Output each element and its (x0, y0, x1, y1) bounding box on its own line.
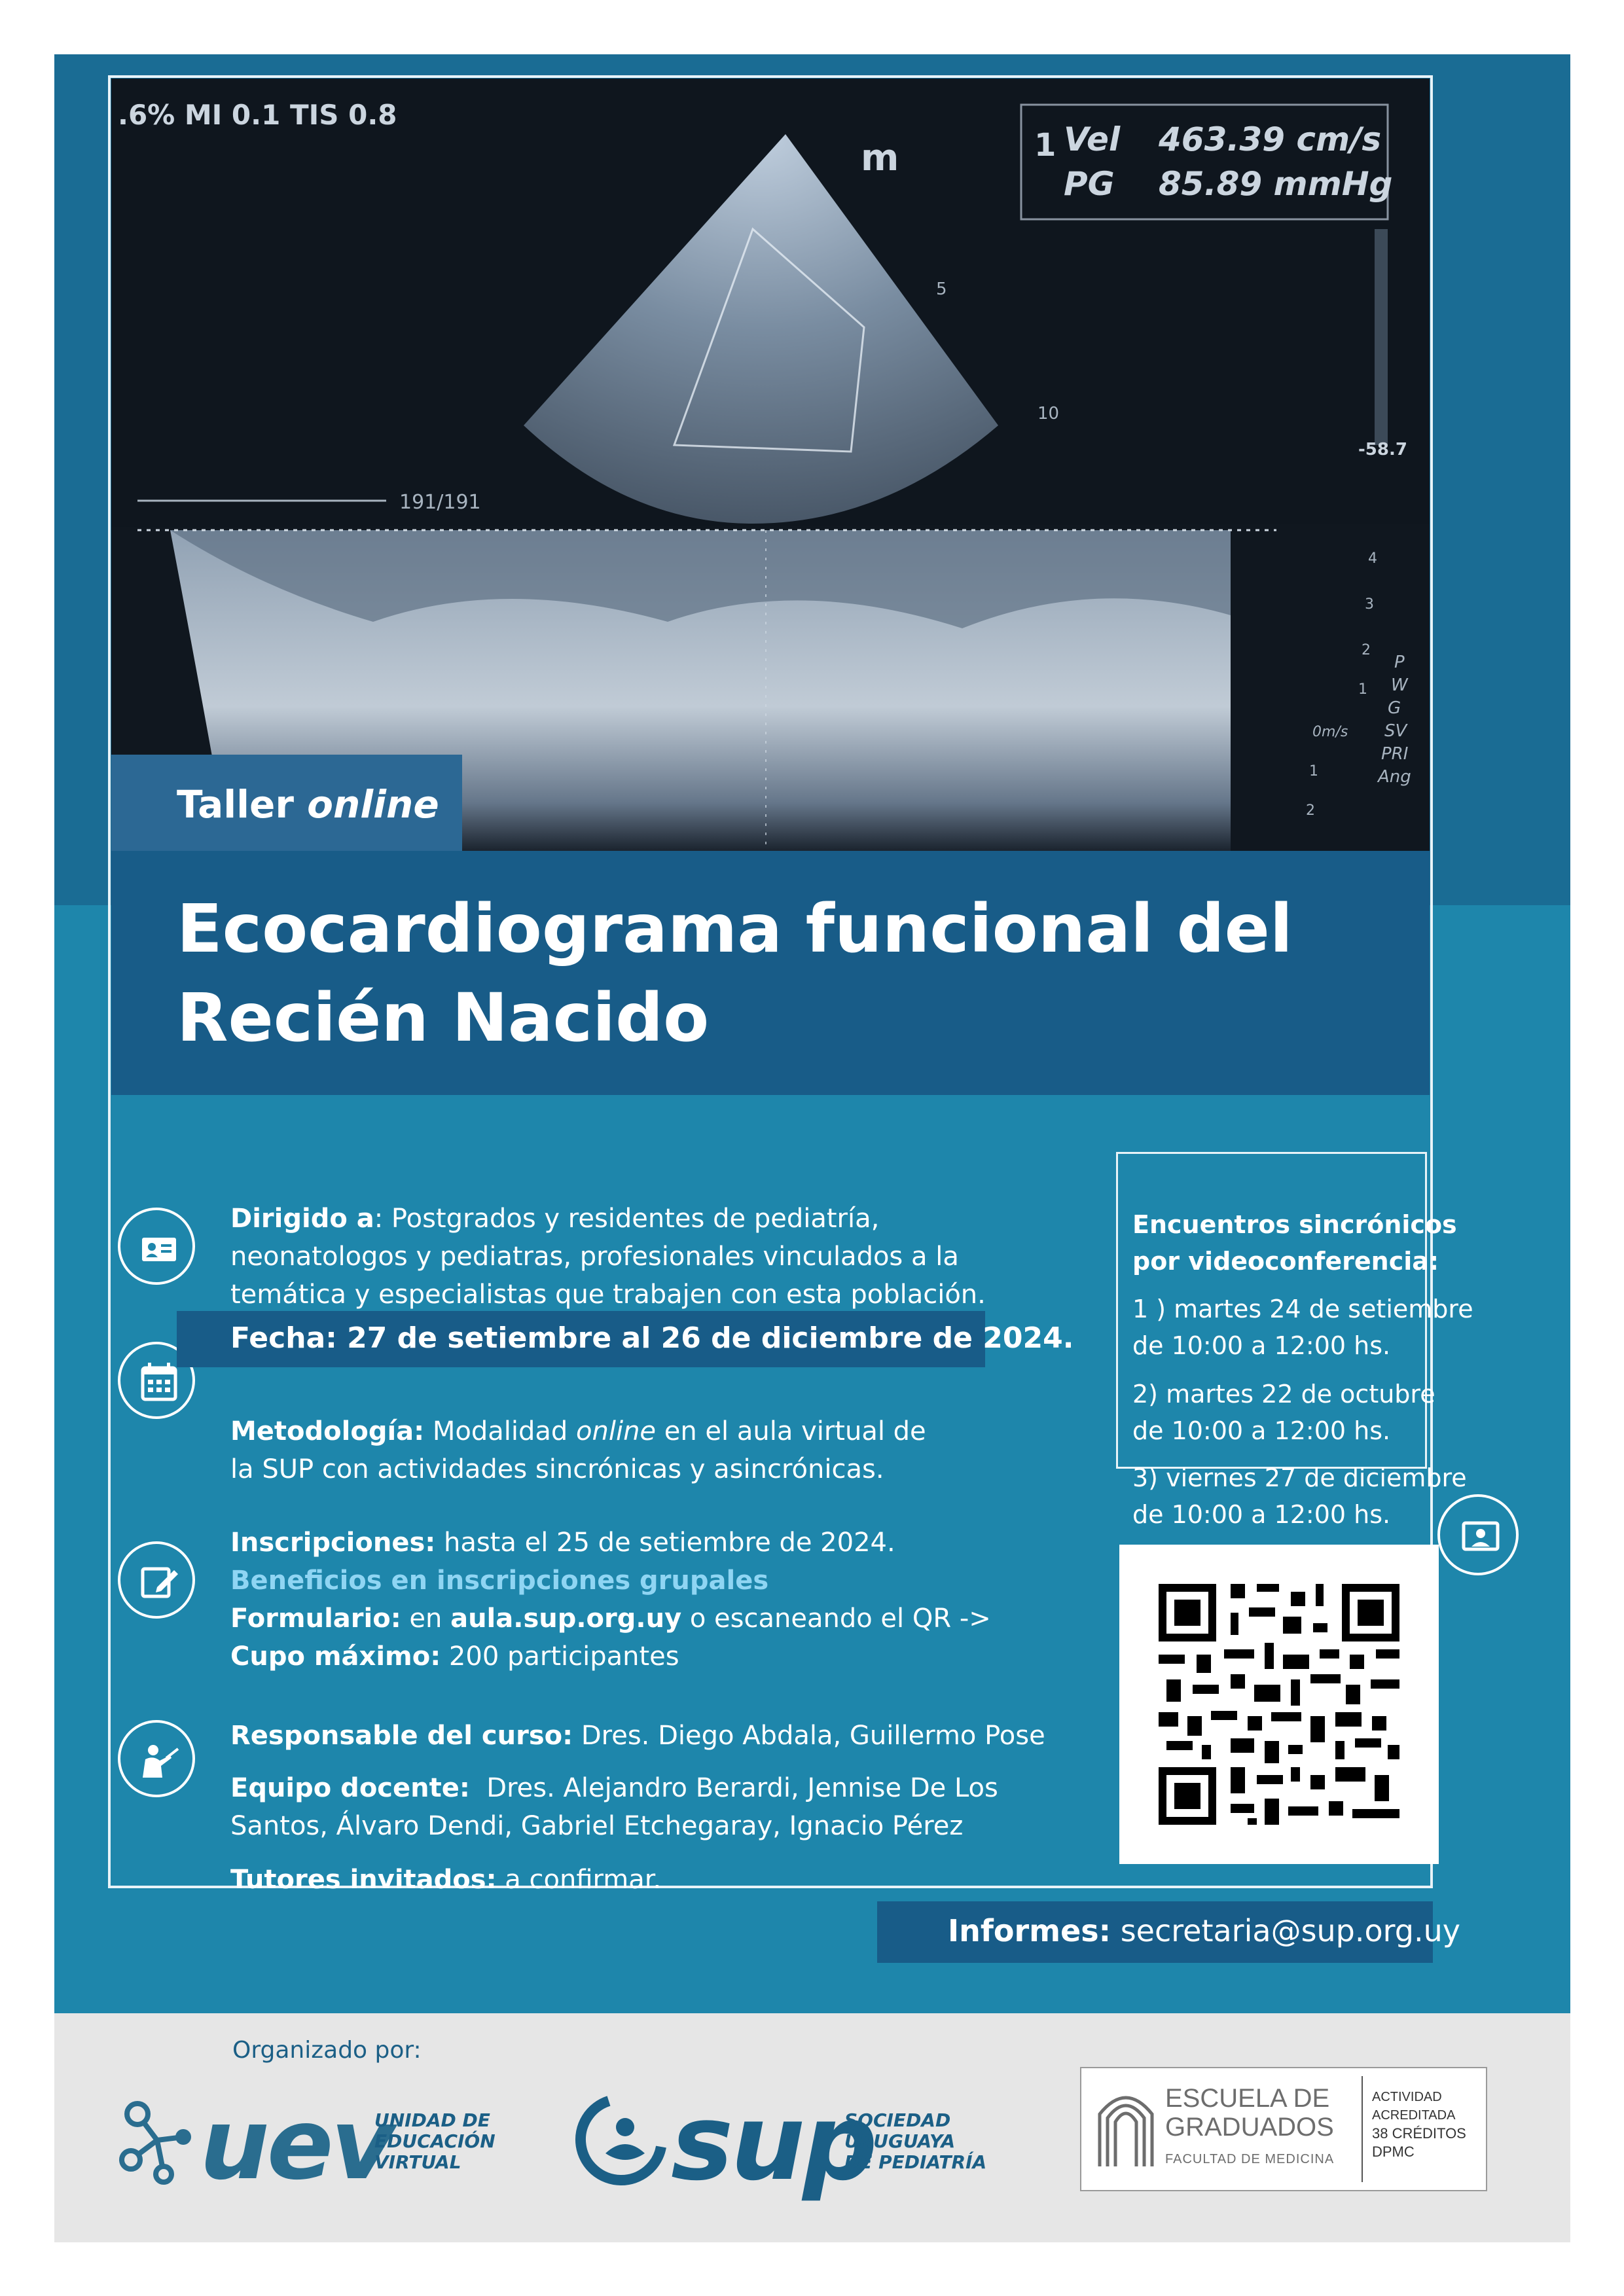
cupo-value: 200 participantes (441, 1641, 679, 1672)
responsable-value: Dres. Diego Abdala, Guillermo Pose (573, 1721, 1045, 1751)
informes-text (948, 1913, 1460, 1948)
metodologia-pre: Modalidad (424, 1416, 577, 1446)
sup-line-2: URUGUAYA (844, 2130, 956, 2152)
escuela-divider (1362, 2076, 1363, 2182)
uev-logo-icon (111, 2088, 203, 2193)
equipo-docente-block (230, 1769, 998, 1845)
title-line-2: Recién Nacido (177, 979, 710, 1057)
session-1-date: 1 ) martes 24 de setiembre (1132, 1295, 1473, 1323)
photo-side-letter: Ang (1378, 767, 1411, 787)
session-3 (1132, 1460, 1467, 1533)
photo-marker-m: m (861, 137, 899, 179)
photo-pg-value: 85.89 mmHg (1159, 165, 1393, 203)
photo-side-letter: PRI (1381, 744, 1409, 764)
equipo-docente-line-1: Dres. Alejandro Berardi, Jennise De Los (469, 1773, 998, 1803)
session-2-time: de 10:00 a 12:00 hs. (1132, 1416, 1391, 1445)
sup-logo-word: sup (671, 2081, 875, 2204)
uev-logo-text (374, 2110, 496, 2173)
contact-card-icon (118, 1208, 195, 1285)
informes-email[interactable]: secretaria@sup.org.uy (1111, 1913, 1460, 1948)
sup-logo-text (844, 2110, 986, 2173)
metodologia-label: Metodología: (230, 1416, 425, 1446)
photo-readout-left: .6% MI 0.1 TIS 0.8 (118, 99, 397, 131)
encuentros-title-2: por videoconferencia: (1132, 1247, 1439, 1276)
teacher-icon (118, 1720, 195, 1797)
dirigido-label: Dirigido a (230, 1204, 374, 1234)
beneficios-link[interactable]: Beneficios en inscripciones grupales (230, 1566, 769, 1596)
metodologia-post: en el aula virtual de (656, 1416, 926, 1446)
photo-scale-tick: 0m/s (1312, 724, 1348, 740)
session-2 (1132, 1376, 1435, 1449)
dirigido-line-2: neonatologos y pediatras, profesionales vinculados a la (230, 1242, 959, 1272)
inscripciones-value: hasta el 25 de setiembre de 2024. (435, 1528, 895, 1558)
escuela-line-1: ESCUELA DE (1165, 2084, 1330, 2113)
formulario-label: Formulario: (230, 1604, 401, 1634)
sup-logo-icon (563, 2088, 674, 2193)
formulario-link[interactable]: aula.sup.org.uy (450, 1604, 682, 1634)
metodologia-block (230, 1412, 926, 1488)
formulario-post: o escaneando el QR -> (681, 1604, 991, 1634)
metodologia-line-2: la SUP con actividades sincrónicas y asincrónicas. (230, 1454, 884, 1484)
acred-line-3: 38 CRÉDITOS (1372, 2125, 1466, 2142)
photo-frame-counter: 191/191 (399, 491, 481, 514)
photo-vel-value: 463.39 cm/s (1159, 120, 1382, 158)
photo-vel-label: Vel (1064, 120, 1121, 158)
acreditacion-text (1372, 2088, 1466, 2161)
photo-depth-10: 10 (1038, 404, 1060, 423)
inscripciones-label: Inscripciones: (230, 1528, 436, 1558)
photo-vel-index: 1 (1034, 127, 1056, 164)
photo-scale-bottom: -58.7 (1358, 440, 1407, 459)
equipo-docente-label: Equipo docente: (230, 1773, 470, 1803)
uev-logo-word: uev (200, 2088, 393, 2202)
tutores-line (230, 1861, 661, 1899)
sup-line-1: SOCIEDAD (844, 2109, 951, 2131)
session-1 (1132, 1291, 1473, 1364)
escuela-arch-icon (1094, 2081, 1157, 2173)
photo-side-letter: G (1388, 698, 1401, 718)
title-line-1: Ecocardiograma funcional del (177, 890, 1293, 968)
photo-scale-tick: 4 (1368, 550, 1377, 567)
sup-line-3: DE PEDIATRÍA (844, 2151, 987, 2173)
metodologia-emphasis: online (576, 1416, 657, 1446)
escuela-line-2: GRADUADOS (1165, 2113, 1334, 2142)
photo-scale-tick: 3 (1365, 596, 1374, 613)
encuentros-title (1132, 1206, 1457, 1280)
formulario-pre: en (401, 1604, 451, 1634)
acred-line-1: ACTIVIDAD (1372, 2090, 1442, 2104)
photo-depth-5: 5 (936, 279, 947, 299)
dirigido-line-1: : Postgrados y residentes de pediatría, (374, 1204, 880, 1234)
tutores-value: a confirmar. (496, 1865, 662, 1895)
fecha-text: Fecha: 27 de setiembre al 26 de diciembre de 2024. (230, 1321, 1074, 1355)
informes-label: Informes: (948, 1913, 1111, 1948)
responsable-label: Responsable del curso: (230, 1721, 573, 1751)
format-tag-prefix: Taller (177, 782, 294, 827)
qr-code[interactable] (1119, 1545, 1439, 1864)
uev-line-1: UNIDAD DE (374, 2109, 490, 2131)
format-tag-emphasis: online (307, 782, 439, 827)
uev-line-3: VIRTUAL (374, 2151, 461, 2173)
photo-side-letter: SV (1384, 721, 1407, 741)
encuentros-title-1: Encuentros sincrónicos (1132, 1210, 1457, 1239)
uev-line-2: EDUCACIÓN (374, 2130, 496, 2152)
dirigido-line-3: temática y especialistas que trabajen con esta población. (230, 1280, 986, 1310)
session-2-date: 2) martes 22 de octubre (1132, 1380, 1435, 1408)
responsable-line (230, 1717, 1045, 1755)
photo-scale-tick: 2 (1362, 642, 1371, 658)
acred-line-2: ACREDITADA (1372, 2108, 1456, 2123)
session-3-time: de 10:00 a 12:00 hs. (1132, 1500, 1391, 1529)
edit-form-icon (118, 1541, 195, 1619)
tutores-label: Tutores invitados: (230, 1865, 497, 1895)
photo-scale-tick: 1 (1358, 681, 1367, 698)
photo-pg-label: PG (1064, 165, 1115, 203)
equipo-docente-line-2: Santos, Álvaro Dendi, Gabriel Etchegaray, Ignacio Pérez (230, 1811, 964, 1841)
inscripciones-block (230, 1524, 991, 1676)
cupo-label: Cupo máximo: (230, 1641, 441, 1672)
dirigido-block (230, 1200, 986, 1314)
photo-side-letter: P (1394, 653, 1405, 672)
photo-scale-tick: 1 (1309, 763, 1318, 780)
photo-side-letter: W (1391, 675, 1408, 695)
escuela-sub: FACULTAD DE MEDICINA (1165, 2152, 1335, 2166)
session-3-date: 3) viernes 27 de diciembre (1132, 1463, 1467, 1492)
session-1-time: de 10:00 a 12:00 hs. (1132, 1331, 1391, 1360)
organizado-label: Organizado por: (232, 2037, 422, 2064)
photo-scale-tick: 2 (1306, 802, 1315, 819)
escuela-title (1165, 2084, 1334, 2142)
acred-line-4: DPMC (1372, 2144, 1415, 2160)
